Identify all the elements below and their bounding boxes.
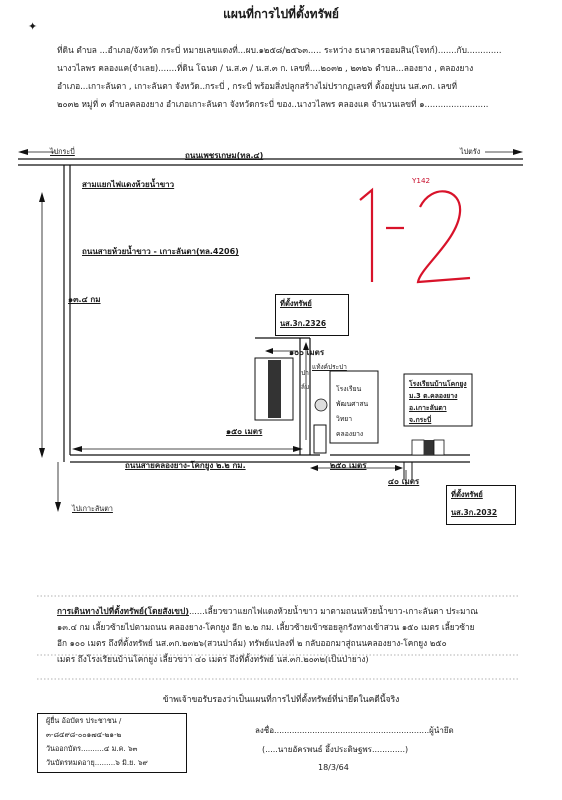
soi-text: ปาล์ม	[300, 369, 310, 391]
route-line-1: การเดินทางไปที่ตั้งทรัพย์(โดยสังเขป)......เลี้ยวขวาแยกไฟแดงห้วยน้ำขาว มาตามถนนห้วยน้ำขาว-เกาะลันตา ประมาณ	[57, 606, 479, 616]
junction-label: สามแยกไฟแดงห้วยน้ำขาว	[82, 180, 175, 189]
id-holder: ผู้ยื่น อ้อบัตร ประชาชน /	[46, 716, 122, 725]
handwritten-code: Y142	[412, 176, 431, 185]
handwritten-mark	[360, 190, 470, 282]
certify-text: ข้าพเจ้าขอรับรองว่าเป็นแผนที่การไปที่ตั้งทรัพย์ที่น่ายึดในคดีนี้จริง	[162, 695, 400, 705]
to-krabi-label: ไปกระบี่	[50, 147, 75, 156]
school2-label: โรงเรียนบ้านโคกยูง ม.3 ต.คลองยาง อ.เกาะลันตา จ.กระบี่	[409, 380, 467, 424]
dist-150-label: ๑๕๐ เมตร	[226, 427, 263, 436]
header-line-1: ที่ดิน ตำบล ...อำเภอ/จังหวัด กระบี่ หมายเลขแดงที่...ผบ.๑๒๕๘/๒๕๖๓..... ระหว่าง ธนาคารออมสิน(โจทก์).......กับ.............	[57, 45, 502, 55]
to-lanta-label: ไปเกาะลันตา	[72, 504, 113, 513]
id-card-box	[37, 713, 187, 773]
property1-marker	[268, 360, 281, 418]
property1-id: นส.3ก.2326	[280, 319, 327, 328]
id-number: ๓-๘๔๙๘-๐๐๑๗๔-๒๑-๒	[46, 730, 122, 739]
main-road-label: ถนนเพชรเกษม(ทล.๔)	[185, 151, 264, 160]
side-road-label: ถนนสายห้วยน้ำขาว - เกาะลันตา(ทล.4206)	[82, 247, 239, 256]
header-line-2: นางวไลพร คลองแค(จำเลย).......ที่ดิน โฉนด / น.ส.๓ / น.ส.๓ ก. เลขที่....๒๐๓๒ , ๒๓๒๖ ตำบล...ลองยาง , คลองยาง	[57, 63, 474, 73]
water-tank-label: แท้งค์ประปา	[312, 363, 347, 371]
arrow-left-icon	[18, 149, 28, 155]
route-line-2: ๑๓.๔ กม เลี้ยวซ้ายไปตามถนน คลองยาง-โคกยูง อีก ๒.๒ กม. เลี้ยวซ้ายเข้าซอยลูกรังทางเข้าสวน ๑๕๐ เมตร เลี้ยวซ้าย	[57, 622, 475, 632]
property2-id: นส.3ก.2032	[451, 508, 498, 517]
dist-40-label: ๔๐ เมตร	[388, 477, 420, 486]
arrow-right-icon	[513, 149, 523, 155]
to-trang-label: ไปตรัง	[460, 147, 481, 156]
sign-name: (.....นายอัครพนธ์ อึ้งประดิษฐพร.............)	[262, 745, 409, 754]
property1-title: ที่ตั้งทรัพย์	[280, 299, 312, 308]
route-line-3: อีก ๑๐๐ เมตร ถึงที่ตั้งทรัพย์ นส.๓ก.๒๓๒๖(สวนปาล์ม) ทรัพย์แปลงที่ ๒ กลับออกมาสู่ถนนคลองยาง-โคกยูง ๒๕๐	[57, 638, 447, 648]
school-name: โรงเรียน พัฒนศาสน วิทยา คลองยาง	[336, 385, 369, 438]
header-line-3: อำเภอ...เกาะลันตา , เกาะลันตา จังหวัด..กระบี่ , กระบี่ พร้อมสิ่งปลูกสร้างไม่ปรากฏเลขที่ ตั้งอยู่บน นส.๓ก. เลขที่	[57, 81, 458, 91]
page-title: แผนที่การไปที่ตั้งทรัพย์	[223, 7, 339, 21]
id-expire: วันบัตรหมดอายุ.........๖ มิ.ย. ๖๙	[46, 758, 148, 767]
route-line-4: เมตร ถึงโรงเรียนบ้านโคกยูง เลี้ยวขวา ๔๐ เมตร ถึงที่ตั้งทรัพย์ นส.๓ก.๒๐๓๒(เป็นป่ายาง)	[57, 654, 369, 664]
sign-label: ลงชื่อ.............................................................ผู้นำยึด	[255, 726, 454, 735]
header-line-4: ๒๐๓๒ หมู่ที่ ๓ ตำบลคลองยาง อำเภอเกาะลันตา จังหวัดกระบี่ ของ..นางวไลพร คลองแค จำนวนเลขที่ ๑........................	[57, 99, 489, 109]
property2-marker	[424, 440, 434, 455]
id-issue: วันออกบัตร..........๔ ม.ค. ๖๓	[46, 744, 138, 753]
dist-100-label: ๑๐๐ เมตร	[289, 348, 325, 357]
property1-box	[275, 294, 349, 336]
date: 18/3/64	[318, 763, 349, 772]
road2-label: ถนนสายคลองยาง-โคกยูง ๒.๒ กม.	[125, 461, 246, 470]
property2-title: ที่ตั้งทรัพย์	[451, 490, 483, 499]
route-title: การเดินทางไปที่ตั้งทรัพย์(โดยสังเขป)	[57, 606, 189, 616]
property2-box	[446, 485, 516, 525]
water-tank-icon	[315, 399, 327, 411]
dist-250-label: ๒๕๐ เมตร	[330, 461, 367, 470]
arrow-down-icon	[55, 502, 61, 512]
bullet-mark: ✦	[28, 20, 38, 33]
dist-main-label: ๑๓.๔ กม	[68, 295, 101, 304]
